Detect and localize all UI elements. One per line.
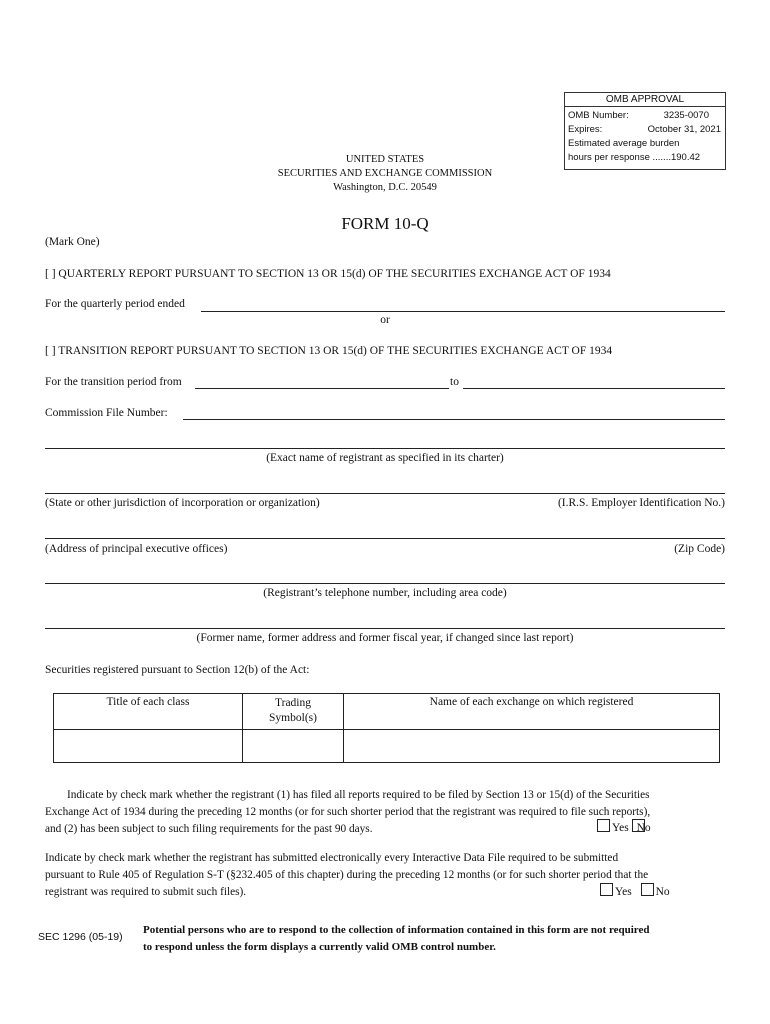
quarterly-period-field[interactable] — [201, 311, 725, 312]
securities-table — [53, 693, 720, 763]
table-row — [54, 730, 720, 763]
header-trading-symbol-line2: Symbol(s) — [269, 712, 317, 724]
filing-status-line1: Indicate by check mark whether the registrant (1) has filed all reports required to be filed by Section 13 or 15(d) of the Securities — [67, 789, 650, 801]
state-jurisdiction-caption: (State or other jurisdiction of incorporation or organization) — [45, 497, 320, 509]
omb-burden-line1: Estimated average burden — [568, 138, 680, 149]
omb-expires-row — [568, 123, 721, 137]
agency-header — [200, 153, 570, 195]
filing-status-line2: Exchange Act of 1934 during the preceding 12 months (or for such shorter period that the registrant was required to file such reports), — [45, 806, 651, 818]
transition-to-field[interactable] — [463, 388, 725, 389]
registrant-name-caption: (Exact name of registrant as specified in its charter) — [266, 452, 504, 464]
omb-notice — [143, 922, 733, 956]
zip-caption: (Zip Code) — [674, 543, 725, 555]
former-name-caption: (Former name, former address and former fiscal year, if changed since last report) — [196, 632, 574, 644]
address-caption: (Address of principal executive offices) — [45, 543, 228, 555]
interactive-yes-label: Yes — [615, 886, 632, 898]
former-name-field[interactable] — [45, 628, 725, 629]
mark-one-label: (Mark One) — [45, 236, 100, 248]
omb-number-label: OMB Number: — [568, 110, 629, 121]
omb-expires-label: Expires: — [568, 124, 603, 135]
agency-line3: Washington, D.C. 20549 — [333, 182, 437, 193]
state-irs-field[interactable] — [45, 493, 725, 494]
address-field[interactable] — [45, 538, 725, 539]
or-separator: or — [380, 314, 390, 326]
quarterly-period-label: For the quarterly period ended — [45, 298, 185, 310]
filing-status-line3: and (2) has been subject to such filing requirements for the past 90 days. — [45, 823, 373, 835]
agency-line2: SECURITIES AND EXCHANGE COMMISSION — [277, 168, 493, 179]
filing-status-options — [597, 819, 651, 834]
omb-expires-value: October 31, 2021 — [647, 124, 721, 135]
header-trading-symbol-line1: Trading — [275, 697, 311, 709]
file-number-label: Commission File Number: — [45, 407, 168, 419]
interactive-data-line3: registrant was required to submit such files). — [45, 886, 247, 898]
filing-no-label: No — [636, 822, 651, 834]
registrant-name-field[interactable] — [45, 448, 725, 449]
header-exchange-name: Name of each exchange on which registered — [344, 694, 720, 730]
interactive-data-options — [600, 883, 670, 898]
transition-to-label: to — [450, 376, 459, 388]
quarterly-report-option[interactable]: [ ] QUARTERLY REPORT PURSUANT TO SECTION 13 OR 15(d) OF THE SECURITIES EXCHANGE ACT OF 1934 — [45, 268, 611, 280]
telephone-field[interactable] — [45, 583, 725, 584]
cell-exchange-name[interactable] — [344, 730, 720, 763]
filing-yes-label: Yes — [612, 822, 629, 834]
transition-from-field[interactable] — [195, 388, 449, 389]
interactive-no-label: No — [655, 886, 670, 898]
header-title-of-class: Title of each class — [54, 694, 243, 730]
agency-line1: UNITED STATES — [345, 154, 425, 165]
omb-notice-line1: Potential persons who are to respond to the collection of information contained in this form are not required — [143, 924, 650, 936]
header-trading-symbol — [243, 694, 344, 730]
cell-trading-symbol[interactable] — [243, 730, 344, 763]
interactive-yes-checkbox[interactable] — [600, 883, 613, 896]
telephone-caption: (Registrant’s telephone number, including area code) — [263, 587, 507, 599]
securities-table-header — [54, 694, 720, 730]
form-code: SEC 1296 (05-19) — [38, 931, 123, 943]
form-title: FORM 10-Q — [341, 214, 429, 233]
omb-number-row — [568, 109, 721, 123]
transition-report-option[interactable]: [ ] TRANSITION REPORT PURSUANT TO SECTION 13 OR 15(d) OF THE SECURITIES EXCHANGE ACT OF 1934 — [45, 345, 613, 357]
interactive-data-line1: Indicate by check mark whether the registrant has submitted electronically every Interactive Data File required to be submitted — [45, 852, 619, 864]
irs-id-caption: (I.R.S. Employer Identification No.) — [557, 497, 725, 509]
omb-approval-box — [564, 92, 726, 170]
filing-yes-checkbox[interactable] — [597, 819, 610, 832]
omb-burden-line2: hours per response .......190.42 — [568, 152, 701, 163]
file-number-field[interactable] — [183, 419, 725, 420]
transition-from-label: For the transition period from — [45, 376, 182, 388]
omb-number-value: 3235-0070 — [663, 110, 709, 121]
omb-approval-title: OMB APPROVAL — [565, 93, 725, 107]
securities-registered-label: Securities registered pursuant to Section 12(b) of the Act: — [45, 664, 310, 676]
interactive-no-checkbox[interactable] — [641, 883, 654, 896]
cell-title-of-class[interactable] — [54, 730, 243, 763]
omb-notice-line2: to respond unless the form displays a currently valid OMB control number. — [143, 941, 496, 953]
interactive-data-line2: pursuant to Rule 405 of Regulation S-T (§232.405 of this chapter) during the preceding 12 months (or for such shorter period that the — [45, 869, 649, 881]
